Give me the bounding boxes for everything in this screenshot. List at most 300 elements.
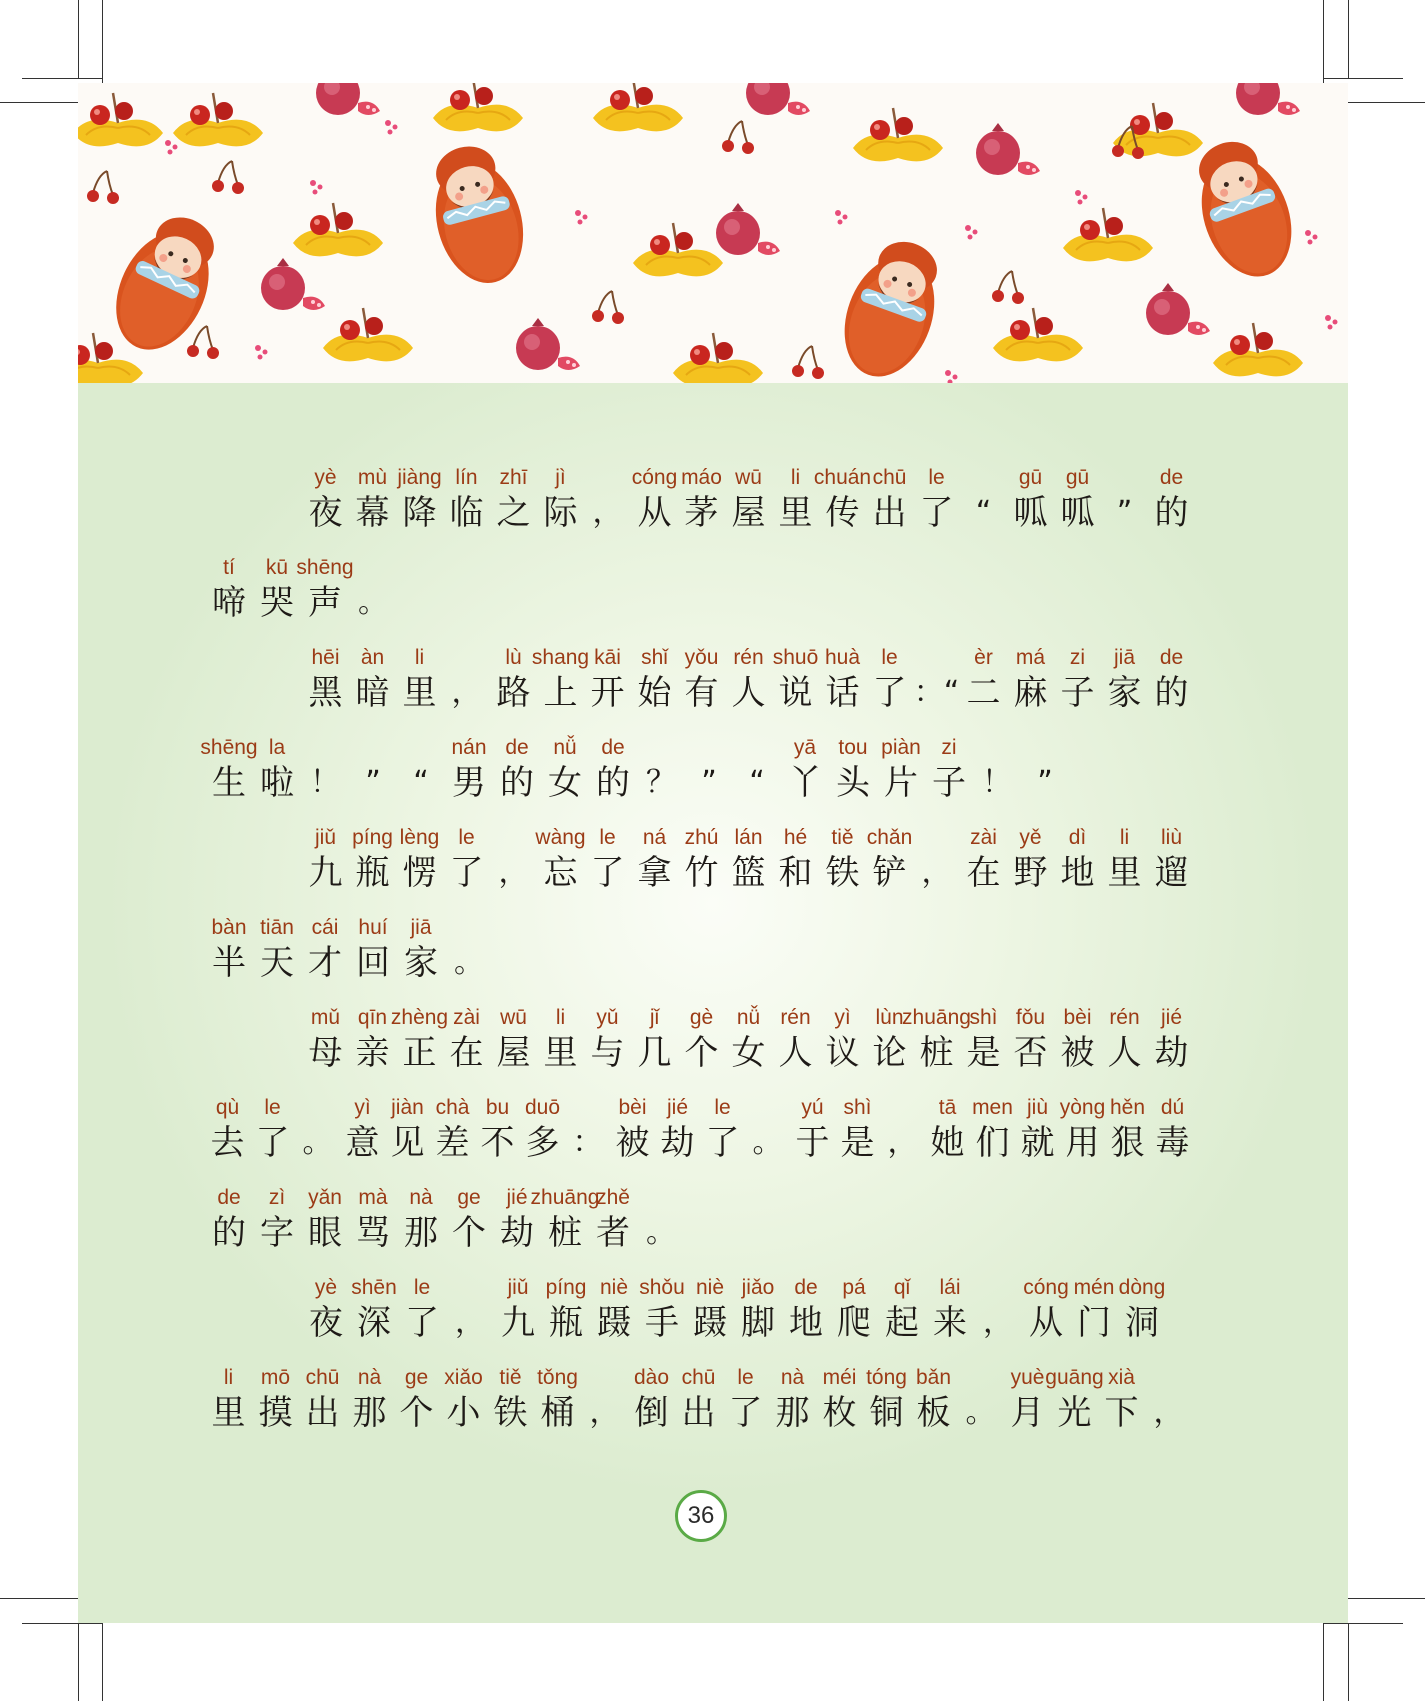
pinyin: chuán (813, 466, 872, 489)
character-with-pinyin (443, 465, 490, 535)
character-with-pinyin (590, 1275, 638, 1345)
pinyin: ge (457, 1186, 481, 1209)
pinyin: cái (311, 916, 339, 939)
hanzi: 回 (356, 943, 390, 983)
character-with-pinyin (250, 1095, 295, 1165)
hanzi: 家 (404, 943, 438, 983)
character-with-pinyin (970, 1095, 1015, 1165)
character-with-pinyin (253, 1185, 301, 1255)
hanzi: 瓶 (355, 853, 390, 893)
pinyin: de (505, 736, 529, 759)
pinyin: má (1015, 646, 1046, 669)
hanzi: 了 (255, 1123, 290, 1163)
character-with-pinyin (350, 1275, 398, 1345)
character-with-pinyin (349, 825, 396, 895)
pinyin: jiǎo (741, 1276, 775, 1299)
pinyin: li (414, 646, 425, 669)
hanzi: 的 (1154, 493, 1189, 533)
pinyin: rén (780, 1006, 811, 1029)
character-with-pinyin (1148, 645, 1195, 715)
character-with-pinyin (1118, 1275, 1166, 1345)
character-with-pinyin (631, 465, 678, 535)
pinyin: bèi (1063, 1006, 1092, 1029)
hanzi: 黑 (308, 673, 343, 713)
pinyin: tiě (499, 1366, 522, 1389)
pinyin: yè (314, 1276, 338, 1299)
pinyin: yǒu (684, 646, 719, 669)
hanzi: 有 (684, 673, 719, 713)
hanzi: 忘 (543, 853, 578, 893)
hanzi: 。 (358, 585, 388, 620)
pinyin: liù (1160, 826, 1182, 849)
hanzi: ： (572, 1125, 603, 1160)
pinyin: yè (314, 466, 337, 489)
punctuation (295, 1095, 340, 1165)
character-with-pinyin (1105, 1095, 1150, 1165)
character-with-pinyin (346, 1365, 393, 1435)
character-with-pinyin (866, 645, 913, 715)
pinyin: jié (506, 1186, 528, 1209)
hanzi: ， (498, 855, 529, 890)
hanzi: 女 (548, 763, 582, 803)
pinyin: wū (735, 466, 762, 489)
character-with-pinyin (537, 1005, 584, 1075)
character-with-pinyin (863, 1365, 910, 1435)
hanzi: 多 (525, 1123, 560, 1163)
pinyin: zhě (596, 1186, 630, 1209)
hanzi: 出 (681, 1393, 716, 1433)
hanzi: 小 (446, 1393, 481, 1433)
hanzi: 夜 (308, 493, 343, 533)
hanzi: 被 (615, 1123, 650, 1163)
character-with-pinyin (302, 465, 349, 535)
character-with-pinyin (1007, 1005, 1054, 1075)
pinyin: shēng (296, 556, 354, 579)
punctuation (973, 735, 1021, 805)
pinyin: zhèng (390, 1006, 449, 1029)
character-with-pinyin (769, 1365, 816, 1435)
pinyin: dú (1160, 1096, 1185, 1119)
character-with-pinyin (782, 1275, 830, 1345)
hanzi: 了 (705, 1123, 740, 1163)
character-with-pinyin (655, 1095, 700, 1165)
crop-mark (0, 102, 78, 103)
pinyin: de (601, 736, 625, 759)
hanzi: 于 (795, 1123, 830, 1163)
pinyin: jì (555, 466, 566, 489)
pinyin: chǎn (866, 826, 913, 849)
character-with-pinyin (530, 1185, 600, 1255)
character-with-pinyin (1022, 1275, 1070, 1345)
hanzi: 片 (884, 763, 918, 803)
crop-mark (102, 1623, 103, 1701)
character-with-pinyin (349, 465, 396, 535)
character-with-pinyin (520, 1095, 565, 1165)
pinyin: nǚ (553, 736, 577, 759)
hanzi: 。 (302, 1125, 333, 1160)
character-with-pinyin (1004, 1365, 1051, 1435)
hanzi: 里 (211, 1393, 246, 1433)
character-with-pinyin (678, 465, 725, 535)
hanzi: “ (413, 765, 429, 800)
hanzi: 里 (402, 673, 437, 713)
pinyin: kāi (594, 646, 621, 669)
character-with-pinyin (397, 1185, 445, 1255)
pinyin: niè (599, 1276, 629, 1299)
hanzi: 了 (590, 853, 625, 893)
pinyin: bàn (211, 916, 247, 939)
character-with-pinyin (531, 645, 590, 715)
character-with-pinyin (772, 1005, 819, 1075)
hanzi: 者 (596, 1213, 630, 1253)
character-with-pinyin (584, 645, 631, 715)
character-with-pinyin (781, 735, 829, 805)
hanzi: ” (365, 765, 381, 800)
hanzi: ” (701, 765, 717, 800)
pinyin: tóng (866, 1366, 907, 1389)
hanzi: 差 (435, 1123, 470, 1163)
text-line (205, 1175, 685, 1255)
hanzi: 手 (645, 1303, 679, 1343)
pinyin: lù (505, 646, 522, 669)
text-line (302, 815, 1195, 895)
crop-mark (1348, 0, 1349, 78)
character-with-pinyin (205, 915, 253, 985)
character-with-pinyin (349, 915, 397, 985)
hanzi: ？ (646, 765, 676, 800)
punctuation (637, 1185, 685, 1255)
hanzi: 亲 (355, 1033, 390, 1073)
pinyin: pá (842, 1276, 866, 1299)
pinyin: jié (666, 1096, 688, 1119)
pinyin: tiě (831, 826, 854, 849)
hanzi: 竹 (684, 853, 719, 893)
hanzi: 那 (404, 1213, 438, 1253)
character-with-pinyin (866, 825, 913, 895)
hanzi: 了 (872, 673, 907, 713)
character-with-pinyin (205, 1095, 250, 1165)
hanzi: 里 (1107, 853, 1142, 893)
text-line (302, 455, 1195, 535)
character-with-pinyin (253, 915, 301, 985)
hanzi: 洞 (1125, 1303, 1159, 1343)
character-with-pinyin (675, 1365, 722, 1435)
hanzi: 了 (405, 1303, 439, 1343)
text-line (200, 725, 1069, 805)
hanzi: 里 (778, 493, 813, 533)
pinyin: zài (970, 826, 997, 849)
character-with-pinyin (925, 735, 973, 805)
hanzi: 头 (836, 763, 870, 803)
hanzi: 们 (975, 1123, 1010, 1163)
pinyin: mù (357, 466, 388, 489)
character-with-pinyin (1148, 1005, 1195, 1075)
hanzi: 才 (308, 943, 342, 983)
hanzi: 呱 (1060, 493, 1095, 533)
hanzi: 从 (637, 493, 672, 533)
character-with-pinyin (1015, 1095, 1060, 1165)
pinyin: chà (435, 1096, 470, 1119)
hanzi: ， (592, 495, 623, 530)
character-with-pinyin (253, 555, 301, 625)
hanzi: 子 (932, 763, 966, 803)
character-with-pinyin (542, 1275, 590, 1345)
pinyin: li (555, 1006, 566, 1029)
character-with-pinyin (913, 465, 960, 535)
punctuation (301, 735, 349, 805)
hanzi: 在 (449, 1033, 484, 1073)
pinyin: li (790, 466, 801, 489)
hanzi: 摸 (258, 1393, 293, 1433)
hanzi: 桩 (548, 1213, 582, 1253)
pinyin: zài (453, 1006, 480, 1029)
punctuation (880, 1095, 925, 1165)
hanzi: ” (1116, 495, 1133, 530)
hanzi: 幕 (355, 493, 390, 533)
pinyin: mō (260, 1366, 291, 1389)
pinyin: méi (822, 1366, 857, 1389)
character-with-pinyin (829, 735, 877, 805)
character-with-pinyin (440, 1365, 487, 1435)
pinyin: jiǔ (507, 1276, 529, 1299)
crop-mark (0, 1598, 78, 1599)
pinyin: mà (358, 1186, 388, 1209)
character-with-pinyin (631, 825, 678, 895)
character-with-pinyin (960, 1005, 1007, 1075)
hanzi: 之 (496, 493, 531, 533)
pinyin: le (458, 826, 475, 849)
character-with-pinyin (722, 1365, 769, 1435)
pinyin: zhuāng (902, 1006, 971, 1029)
hanzi: 就 (1020, 1123, 1055, 1163)
pinyin: jiàng (397, 466, 442, 489)
character-with-pinyin (1148, 825, 1195, 895)
character-with-pinyin (490, 645, 537, 715)
pinyin: hé (783, 826, 808, 849)
text-line (302, 995, 1195, 1075)
character-with-pinyin (349, 645, 396, 715)
character-with-pinyin (385, 1095, 430, 1165)
character-with-pinyin (302, 645, 349, 715)
pinyin: yuè (1010, 1366, 1045, 1389)
hanzi: 正 (402, 1033, 437, 1073)
pinyin: bǎn (915, 1366, 952, 1389)
pinyin: ge (404, 1366, 429, 1389)
hanzi: 上 (543, 673, 578, 713)
pattern-illustration (78, 83, 1348, 383)
pinyin: chū (305, 1366, 340, 1389)
hanzi: ：“ (913, 675, 960, 710)
hanzi: 子 (1060, 673, 1095, 713)
pinyin: yǎn (308, 1186, 342, 1209)
character-with-pinyin (445, 735, 493, 805)
pinyin: le (413, 1276, 431, 1299)
punctuation (974, 1275, 1022, 1345)
hanzi: 个 (399, 1393, 434, 1433)
hanzi: ， (589, 1395, 620, 1430)
character-with-pinyin (396, 645, 443, 715)
hanzi: 二 (966, 673, 1001, 713)
hanzi: 暗 (355, 673, 390, 713)
hanzi: 个 (452, 1213, 486, 1253)
character-with-pinyin (902, 1005, 971, 1075)
hanzi: 声 (308, 583, 342, 623)
character-with-pinyin (960, 825, 1007, 895)
pinyin: àn (360, 646, 385, 669)
character-with-pinyin (816, 1365, 863, 1435)
character-with-pinyin (445, 1185, 493, 1255)
pinyin: yòng (1059, 1096, 1106, 1119)
hanzi: 深 (357, 1303, 391, 1343)
pinyin: qǐ (893, 1276, 911, 1299)
pinyin: rén (733, 646, 764, 669)
character-with-pinyin (1098, 1365, 1145, 1435)
hanzi: 她 (930, 1123, 965, 1163)
pinyin: xiǎo (444, 1366, 483, 1389)
character-with-pinyin (584, 1005, 631, 1075)
pinyin: shēn (351, 1276, 397, 1299)
pinyin: le (264, 1096, 281, 1119)
pinyin: mǔ (310, 1006, 341, 1029)
character-with-pinyin (390, 1005, 449, 1075)
character-with-pinyin (819, 825, 866, 895)
crop-mark (1323, 1623, 1403, 1624)
pinyin: tā (938, 1096, 957, 1119)
hanzi: 降 (402, 493, 437, 533)
character-with-pinyin (493, 735, 541, 805)
hanzi: 家 (1107, 673, 1142, 713)
character-with-pinyin (772, 465, 819, 535)
character-with-pinyin (349, 1005, 396, 1075)
pinyin: hěn (1109, 1096, 1146, 1119)
hanzi: ！ (310, 765, 340, 800)
hanzi: 半 (212, 943, 246, 983)
character-with-pinyin (1054, 825, 1101, 895)
text-line (302, 1265, 1166, 1345)
hanzi: 天 (260, 943, 294, 983)
character-with-pinyin (813, 465, 872, 535)
hanzi: 拿 (637, 853, 672, 893)
character-with-pinyin (926, 1275, 974, 1345)
character-with-pinyin (205, 1185, 253, 1255)
hanzi: 在 (966, 853, 1001, 893)
character-with-pinyin (790, 1095, 835, 1165)
character-with-pinyin (397, 915, 445, 985)
pinyin: gū (1065, 466, 1090, 489)
character-with-pinyin (700, 1095, 745, 1165)
text-line (205, 545, 397, 625)
punctuation (913, 825, 960, 895)
punctuation (960, 465, 1007, 535)
character-with-pinyin (534, 1365, 581, 1435)
pinyin: jiǔ (314, 826, 336, 849)
pinyin: lèng (399, 826, 440, 849)
character-with-pinyin (877, 735, 925, 805)
hanzi: 麻 (1013, 673, 1048, 713)
hanzi: 用 (1065, 1123, 1100, 1163)
pinyin: zhuāng (530, 1186, 600, 1209)
hanzi: 哭 (260, 583, 294, 623)
hanzi: 铁 (493, 1393, 528, 1433)
hanzi: 愣 (402, 853, 437, 893)
character-with-pinyin (537, 465, 584, 535)
character-with-pinyin (725, 825, 772, 895)
character-with-pinyin (725, 465, 772, 535)
pinyin: yǔ (596, 1006, 619, 1029)
page-number: 36 (675, 1490, 727, 1542)
text-line (302, 635, 1195, 715)
punctuation (443, 645, 490, 715)
pinyin: ná (642, 826, 667, 849)
hanzi: 丫 (788, 763, 822, 803)
pinyin: shǒu (639, 1276, 685, 1299)
hanzi: 下 (1104, 1393, 1139, 1433)
pinyin: guāng (1045, 1366, 1104, 1389)
pinyin: la (268, 736, 286, 759)
pinyin: mén (1073, 1276, 1115, 1299)
pinyin: wàng (535, 826, 586, 849)
hanzi: 是 (840, 1123, 875, 1163)
pinyin: huí (358, 916, 388, 939)
hanzi: ！ (982, 765, 1012, 800)
hanzi: 意 (345, 1123, 380, 1163)
pinyin: fǒu (1015, 1006, 1046, 1029)
character-with-pinyin (1054, 645, 1101, 715)
pinyin: nà (409, 1186, 433, 1209)
hanzi: 野 (1013, 853, 1048, 893)
hanzi: 劫 (1154, 1033, 1189, 1073)
pinyin: de (1159, 646, 1184, 669)
punctuation (685, 735, 733, 805)
hanzi: 啦 (260, 763, 294, 803)
crop-mark (78, 0, 79, 78)
character-with-pinyin (631, 645, 678, 715)
hanzi: 月 (1010, 1393, 1045, 1433)
pinyin: qīn (357, 1006, 388, 1029)
hanzi: 骂 (356, 1213, 390, 1253)
hanzi: 桶 (540, 1393, 575, 1433)
hanzi: 啼 (212, 583, 246, 623)
pinyin: le (881, 646, 898, 669)
character-with-pinyin (253, 735, 301, 805)
character-with-pinyin (686, 1275, 734, 1345)
hanzi: 传 (825, 493, 860, 533)
character-with-pinyin (910, 1365, 957, 1435)
hanzi: 话 (825, 673, 860, 713)
character-with-pinyin (584, 825, 631, 895)
hanzi: 生 (212, 763, 246, 803)
pinyin: duō (524, 1096, 561, 1119)
hanzi: 个 (684, 1033, 719, 1073)
hanzi: 见 (390, 1123, 425, 1163)
hanzi: ， (1153, 1395, 1184, 1430)
pinyin: píng (545, 1276, 587, 1299)
pinyin: le (737, 1366, 754, 1389)
pinyin: cóng (1023, 1276, 1069, 1299)
crop-mark (1323, 78, 1403, 79)
character-with-pinyin (1007, 825, 1054, 895)
character-with-pinyin (835, 1095, 880, 1165)
character-with-pinyin (772, 645, 819, 715)
hanzi: 呱 (1013, 493, 1048, 533)
hanzi: 否 (1013, 1033, 1048, 1073)
pinyin: jǐ (649, 1006, 660, 1029)
punctuation (349, 555, 397, 625)
hanzi: 了 (728, 1393, 763, 1433)
pinyin: hēi (311, 646, 340, 669)
hanzi: 那 (775, 1393, 810, 1433)
character-with-pinyin (1054, 1005, 1101, 1075)
